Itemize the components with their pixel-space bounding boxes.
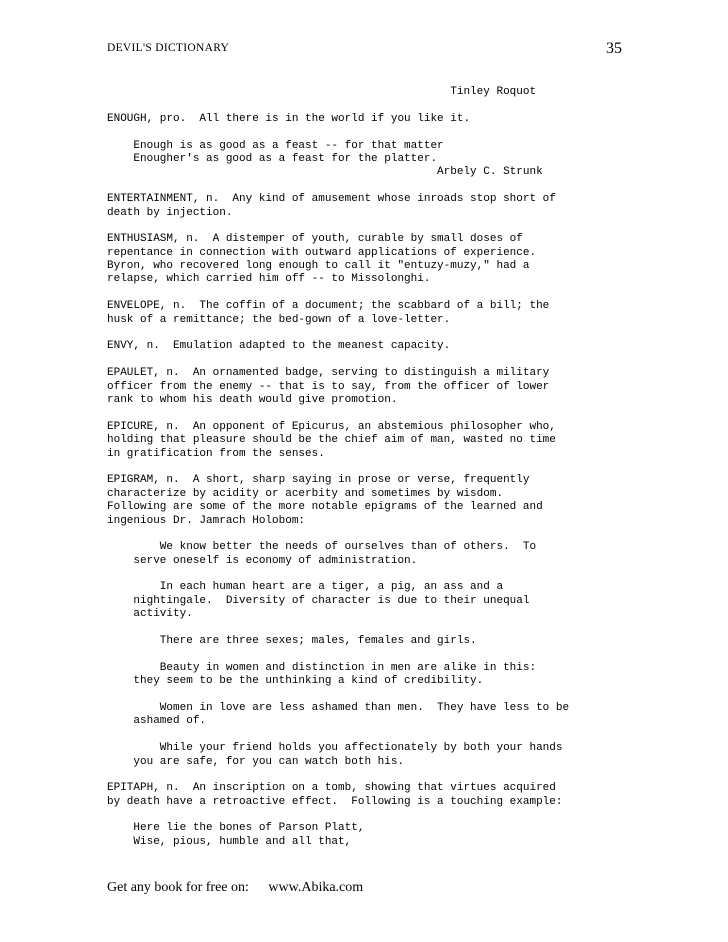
text-line: ENOUGH, pro. All there is in the world if you like it. [107, 112, 471, 125]
footer-text: Get any book for free on: [107, 880, 249, 895]
blank-line [107, 648, 627, 661]
text-line: ENVY, n. Emulation adapted to the meanest capacity. [107, 340, 451, 353]
text-line: activity. [107, 608, 193, 621]
text-line: officer from the enemy -- that is to say, from the officer of lower [107, 380, 550, 393]
text-line: EPITAPH, n. An inscription on a tomb, showing that virtues acquired [107, 782, 556, 795]
text-line: EPIGRAM, n. A short, sharp saying in prose or verse, frequently [107, 474, 530, 487]
dictionary-body-text [107, 86, 627, 849]
footer [107, 880, 363, 896]
text-line: While your friend holds you affectionately by both your hands [107, 742, 563, 755]
blank-line [107, 769, 627, 782]
text-line: Enough is as good as a feast -- for that matter [107, 139, 444, 152]
page-number: 35 [606, 40, 622, 57]
text-line: ingenious Dr. Jamrach Holobom: [107, 514, 306, 527]
text-line: relapse, which carried him off -- to Missolonghi. [107, 273, 431, 286]
running-header-title: DEVIL'S DICTIONARY [107, 42, 230, 54]
text-line: rank to whom his death would give promotion. [107, 393, 398, 406]
blank-line [107, 568, 627, 581]
text-line: Arbely C. Strunk [107, 166, 543, 179]
text-line: ENVELOPE, n. The coffin of a document; the scabbard of a bill; the [107, 300, 550, 313]
text-line: serve oneself is economy of administration. [107, 554, 418, 567]
blank-line [107, 126, 627, 139]
blank-line [107, 407, 627, 420]
blank-line [107, 528, 627, 541]
text-line: ashamed of. [107, 715, 207, 728]
text-line: in gratification from the senses. [107, 447, 325, 460]
text-line: EPAULET, n. An ornamented badge, serving to distinguish a military [107, 367, 550, 380]
blank-line [107, 622, 627, 635]
blank-line [107, 180, 627, 193]
text-line: We know better the needs of ourselves than of others. To [107, 541, 537, 554]
blank-line [107, 461, 627, 474]
text-line: husk of a remittance; the bed-gown of a love-letter. [107, 313, 451, 326]
text-line: ENTERTAINMENT, n. Any kind of amusement whose inroads stop short of [107, 193, 556, 206]
blank-line [107, 99, 627, 112]
blank-line [107, 729, 627, 742]
footer-link[interactable]: www.Abika.com [268, 880, 364, 895]
blank-line [107, 809, 627, 822]
text-line: holding that pleasure should be the chief aim of man, wasted no time [107, 434, 556, 447]
text-line: by death have a retroactive effect. Following is a touching example: [107, 795, 563, 808]
text-line: Tinley Roquot [107, 86, 537, 98]
text-line: Women in love are less ashamed than men. They have less to be [107, 701, 570, 714]
blank-line [107, 354, 627, 367]
text-line: you are safe, for you can watch both his. [107, 755, 405, 768]
blank-line [107, 327, 627, 340]
blank-line [107, 689, 627, 702]
text-line: Here lie the bones of Parson Platt, [107, 822, 365, 835]
text-line: nightingale. Diversity of character is due to their unequal [107, 594, 530, 607]
text-line: characterize by acidity or acerbity and sometimes by wisdom. [107, 487, 504, 500]
text-line: Following are some of the more notable epigrams of the learned and [107, 501, 543, 514]
blank-line [107, 220, 627, 233]
text-line: Wise, pious, humble and all that, [107, 835, 352, 848]
text-line: There are three sexes; males, females and girls. [107, 635, 477, 648]
text-line: repentance in connection with outward applications of experience. [107, 246, 537, 259]
text-line: Byron, who recovered long enough to call it "entuzy-muzy," had a [107, 260, 530, 273]
text-line: In each human heart are a tiger, a pig, an ass and a [107, 581, 504, 594]
text-line: EPICURE, n. An opponent of Epicurus, an abstemious philosopher who, [107, 420, 556, 433]
text-line: Enougher's as good as a feast for the platter. [107, 152, 438, 165]
blank-line [107, 287, 627, 300]
text-line: Beauty in women and distinction in men are alike in this: [107, 661, 537, 674]
text-line: death by injection. [107, 206, 233, 219]
text-line: they seem to be the unthinking a kind of credibility. [107, 675, 484, 688]
text-line: ENTHUSIASM, n. A distemper of youth, curable by small doses of [107, 233, 523, 246]
